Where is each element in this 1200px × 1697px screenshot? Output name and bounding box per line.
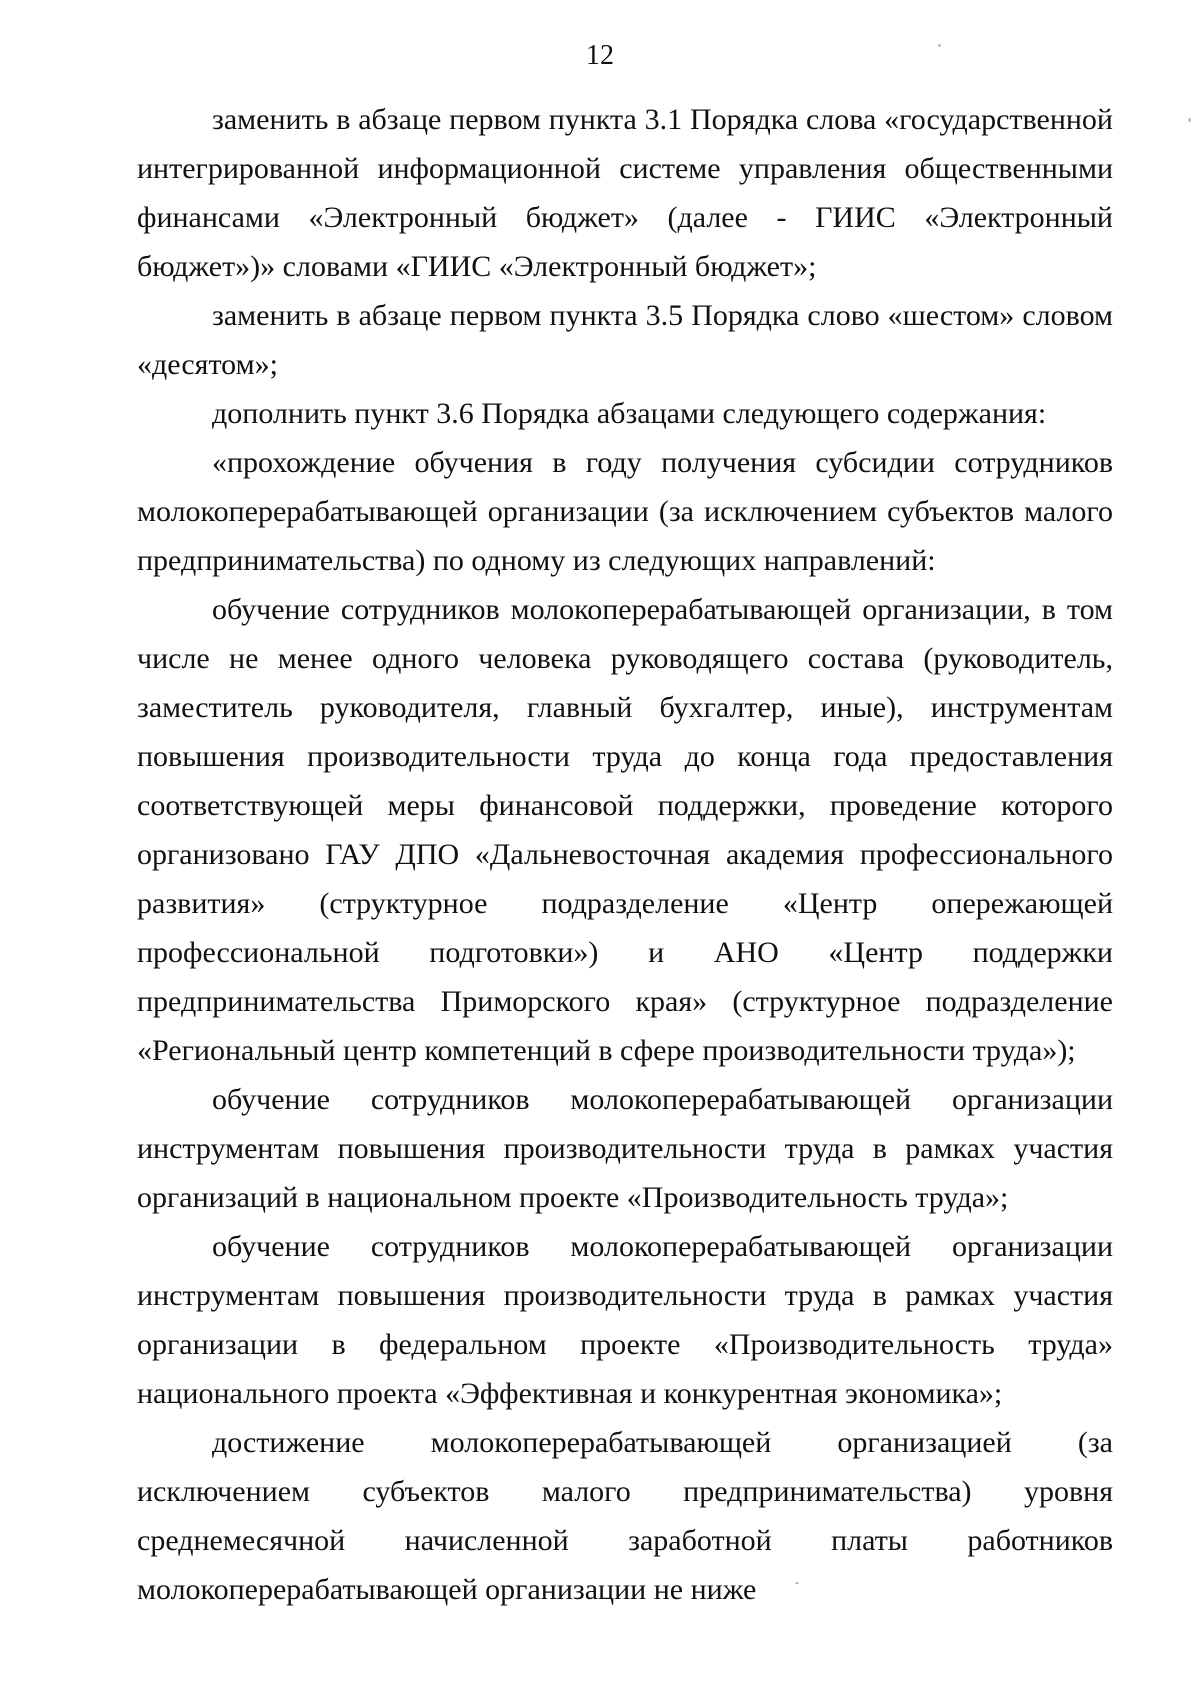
page-number: 12 (586, 40, 614, 71)
paragraph-training-intro: «прохождение обучения в году получения субсидии сотрудников молокоперерабатывающей организации (за исключением субъектов малого предпринимательства) по одному из следующих направлений: (137, 446, 1113, 577)
scan-speck (1188, 118, 1191, 122)
paragraph-replace-3-5: заменить в абзаце первом пункта 3.5 Порядка слово «шестом» словом «десятом»; (137, 299, 1113, 381)
paragraph-salary-level: достижение молокоперерабатывающей организацией (за исключением субъектов малого предпринимательства) уровня среднемесячной начисленной заработной платы работников молокоперерабатывающей организации не ниже (137, 1426, 1113, 1606)
scan-speck (938, 44, 941, 47)
paragraph-replace-3-1: заменить в абзаце первом пункта 3.1 Порядка слова «государственной интегрированной информационной системе управления общественными финансами «Электронный бюджет» (далее - ГИИС «Электронный бюджет»)» словами «ГИИС «Электронный бюджет»; (137, 103, 1113, 283)
paragraph-supplement-3-6: дополнить пункт 3.6 Порядка абзацами следующего содержания: (212, 397, 1047, 430)
scan-speck (795, 1582, 799, 1584)
paragraph-training-federal-project: обучение сотрудников молокоперерабатывающей организации инструментам повышения производительности труда в рамках участия организации в федеральном проекте «Производительность труда» национального проекта «Эффективная и конкурентная экономика»; (137, 1230, 1113, 1410)
document-body (137, 95, 1113, 1614)
paragraph-training-dpo: обучение сотрудников молокоперерабатывающей организации, в том числе не менее одного человека руководящего состава (руководитель, заместитель руководителя, главный бухгалтер, иные), инструментам повышения производительности труда до конца года предоставления соответствующей меры финансовой поддержки, проведение которого организовано ГАУ ДПО «Дальневосточная академия профессионального развития» (структурное подразделение «Центр опережающей профессиональной подготовки») и АНО «Центр поддержки предпринимательства Приморского края» (структурное подразделение «Региональный центр компетенций в сфере производительности труда»); (137, 593, 1113, 1067)
paragraph-training-national-project: обучение сотрудников молокоперерабатывающей организации инструментам повышения производительности труда в рамках участия организаций в национальном проекте «Производительность труда»; (137, 1083, 1113, 1214)
